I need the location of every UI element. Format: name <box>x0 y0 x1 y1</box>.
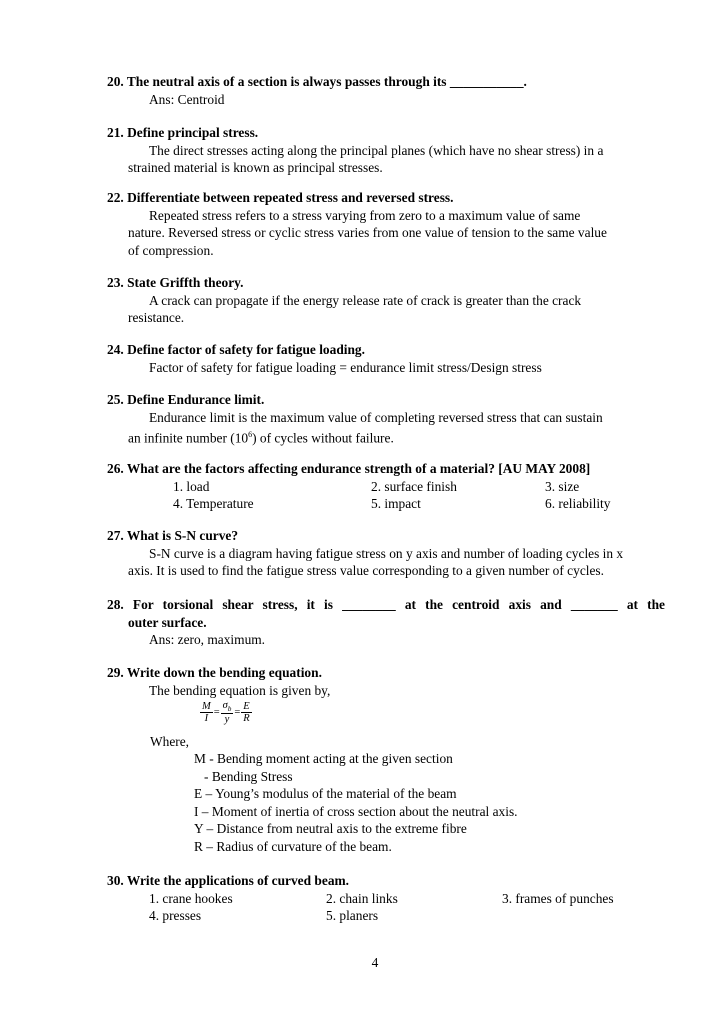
answer-line: The direct stresses acting along the principal planes (which have no shear stress) in a <box>149 142 604 158</box>
question-21-answer <box>107 142 665 177</box>
numerator <box>221 700 234 714</box>
list-item: 6. reliability <box>545 496 611 511</box>
list-item: 4. Temperature <box>173 496 254 511</box>
applications-list <box>107 890 665 925</box>
list-item: 5. impact <box>371 496 421 511</box>
question-29-title: 29. Write down the bending equation. <box>107 665 322 680</box>
answer-line <box>128 426 665 447</box>
question-28-answer: Ans: zero, maximum. <box>149 632 266 647</box>
equals-sign: = <box>234 707 241 719</box>
question-22-title: 22. Differentiate between repeated stress and reversed stress. <box>107 190 454 205</box>
definition: I – Moment of inertia of cross section about the neutral axis. <box>194 803 518 819</box>
question-27 <box>107 527 665 580</box>
question-20 <box>107 73 665 108</box>
answer-text: ) of cycles without failure. <box>252 430 394 446</box>
factors-list <box>107 478 665 513</box>
answer-text: an infinite number (10 <box>128 430 249 446</box>
sigma-symbol: σ <box>222 700 228 711</box>
question-28-title: 28. For torsional shear stress, it is ________ at the centroid axis and _______ at the <box>107 597 665 612</box>
question-27-title: 27. What is S-N curve? <box>107 528 239 543</box>
numerator: E <box>243 701 250 713</box>
equation-intro: The bending equation is given by, <box>149 682 331 698</box>
definition: E – Young’s modulus of the material of the beam <box>194 786 457 801</box>
answer-line: axis. It is used to find the fatigue stress value corresponding to a given number of cycles. <box>128 563 604 578</box>
question-26-title: 26. What are the factors affecting endurance strength of a material? [AU MAY 2008] <box>107 461 591 476</box>
answer-line: of compression. <box>128 242 214 258</box>
denominator: y <box>224 714 230 726</box>
equals-sign: = <box>213 707 220 719</box>
superscript: 6 <box>248 430 253 439</box>
question-24 <box>107 341 665 376</box>
question-29 <box>107 664 665 699</box>
definition: Y – Distance from neutral axis to the extreme fibre <box>194 821 467 836</box>
question-25-answer <box>107 409 665 447</box>
answer-line: A crack can propagate if the energy release rate of crack is greater than the crack <box>149 292 582 308</box>
question-20-answer: Ans: Centroid <box>149 91 225 107</box>
question-27-answer <box>107 545 665 580</box>
list-item: 5. planers <box>326 908 379 923</box>
definition: M - Bending moment acting at the given section <box>194 751 453 766</box>
fraction-e-over-r <box>241 701 251 724</box>
answer-line: Repeated stress refers to a stress varying from zero to a maximum value of same <box>149 207 581 223</box>
question-25 <box>107 391 665 447</box>
question-22-answer <box>107 207 665 260</box>
numerator: M <box>202 701 211 713</box>
question-23-title: 23. State Griffth theory. <box>107 275 244 290</box>
bending-equation <box>200 700 252 725</box>
question-28-title-cont: outer surface. <box>128 614 207 630</box>
list-item: 3. frames of punches <box>502 890 614 906</box>
list-item: 2. chain links <box>326 890 398 906</box>
question-24-title: 24. Define factor of safety for fatigue loading. <box>107 342 365 357</box>
list-item: 1. load <box>173 478 210 494</box>
subscript: b <box>227 705 232 714</box>
question-23-answer <box>107 292 665 327</box>
page-number: 4 <box>371 955 379 970</box>
answer-line: resistance. <box>128 310 185 325</box>
question-21 <box>107 124 665 177</box>
question-26 <box>107 460 665 513</box>
answer-line: nature. Reversed stress or cyclic stress varies from one value of tension to the same value <box>128 225 607 240</box>
question-24-answer: Factor of safety for fatigue loading = endurance limit stress/Design stress <box>149 359 542 375</box>
denominator: R <box>243 713 250 725</box>
question-20-title: 20. The neutral axis of a section is always passes through its ___________. <box>107 74 527 89</box>
fraction-sigma-over-y <box>221 700 234 725</box>
question-21-title: 21. Define principal stress. <box>107 125 259 140</box>
question-30-title: 30. Write the applications of curved beam. <box>107 873 350 888</box>
question-30 <box>107 872 665 925</box>
list-item: 1. crane hookes <box>149 890 233 906</box>
fraction-m-over-i <box>200 701 213 724</box>
answer-line: Endurance limit is the maximum value of completing reversed stress that can sustain <box>149 409 603 425</box>
question-23 <box>107 274 665 327</box>
answer-line: S-N curve is a diagram having fatigue stress on y axis and number of loading cycles in x <box>149 545 624 561</box>
denominator: I <box>204 713 209 725</box>
definition: - Bending Stress <box>194 768 293 784</box>
question-28 <box>107 596 665 649</box>
symbol-definitions <box>194 750 518 855</box>
definition: R – Radius of curvature of the beam. <box>194 838 392 854</box>
list-item: 3. size <box>545 478 580 494</box>
where-label: Where, <box>150 734 190 749</box>
answer-line: strained material is known as principal stresses. <box>128 160 383 175</box>
question-22 <box>107 189 665 259</box>
question-25-title: 25. Define Endurance limit. <box>107 392 265 407</box>
list-item: 4. presses <box>149 908 202 923</box>
list-item: 2. surface finish <box>371 478 457 494</box>
